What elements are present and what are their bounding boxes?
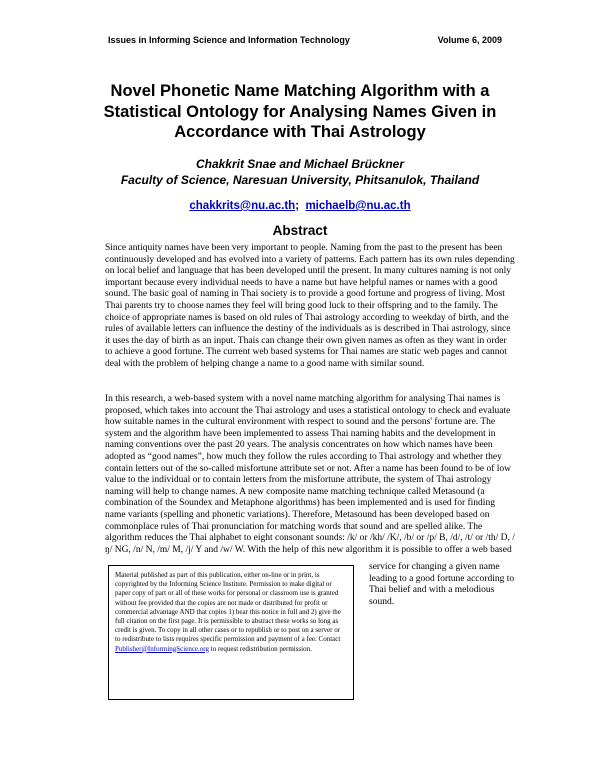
email-link-1[interactable]: chakkrits@nu.ac.th	[189, 200, 296, 212]
publisher-email-link[interactable]: Publisher@InformingScience.org	[115, 644, 209, 653]
author-names: Chakkrit Snae and Michael Brückner	[195, 157, 405, 171]
copyright-footnote	[108, 565, 354, 700]
journal-header	[108, 35, 502, 46]
author-block	[90, 156, 510, 188]
author-emails	[90, 199, 510, 213]
paragraph-2-main: In this research, a web-based system with a novel name matching algorithm for analysing Thai names is proposed, which takes into account the Thai astrology and uses a statistical ontology to check and evaluate how suitable names in the cultural environment with respect to sound and the persons' fortune are. The system and the algorithm have been implemented to assess Thai naming habits and the development in naming conventions over the past 20 years. The analysis concentrates on how which names have been adopted as “good names”, how much they follow the rules according to Thai astrology and whether they contain letters out of the so-called misfortune attribute set or not. After a name has been found to be of low value to the individual or to contain letters from the misfortune attribute, the system of Thai astrology naming will help to change names. A new composite name matching technique called Metasound (a combination of the Soundex and Metaphone algorithms) has been implemented and is used for finding name variants (spelling and phonetic variations). Therefore, Metasound has been developed based on commonplace rules of Thai pronunciation for matching words that sound and are spelled alike. The algorithm reduces the Thai alphabet to eight consonant sounds: /k/ or /kh/ /K/, /b/ or /p/ B, /d/, /t/ or /th/ D, /ŋ/ NG, /n/ N, /m/ M, /j/ Y and /w/ W. With the help of this new algorithm it is possible to offer a web based	[105, 394, 515, 555]
journal-volume: Volume 6, 2009	[437, 35, 502, 45]
paper-title: Novel Phonetic Name Matching Algorithm with a Statistical Ontology for Analysing Names Given in Accordance with Thai Astrology	[103, 82, 497, 141]
email-link-2[interactable]: michaelb@nu.ac.th	[305, 200, 411, 212]
paragraph-2-tail: service for changing a given name leading to a good fortune according to Thai belief and with a melodious sound.	[369, 562, 515, 607]
abstract-paragraph-2	[105, 394, 515, 556]
abstract-paragraph-2-continued	[369, 562, 519, 608]
journal-name: Issues in Informing Science and Information Technology	[108, 35, 350, 45]
author-affiliation: Faculty of Science, Naresuan University, Phitsanulok, Thailand	[120, 173, 480, 187]
abstract-heading: Abstract	[272, 223, 328, 238]
abstract-paragraph-1: Since antiquity names have been very important to people. Naming from the past to the present has been continuously developed and has evolved into a variety of patterns. Each pattern has its own rules depending on local belief and language that has been developed until the present. In many cultures naming is not only important because every individual needs to have a name but have helpful names or names with a good sound. The basic goal of naming in Thai society is to provide a good fortune and progress of living. Most Thai parents try to choose names they feel will bring good luck to their offspring and to the family. The choice of appropriate names is based on old rules of Thai astrology according to weekday of birth, and the rules of available letters can influence the destiny of the individuals as is described in Thai astrology, since it uses the day of birth as an input. Thais can change their own given names as often as they want in order to achieve a good fortune. The current web based systems for Thai names are static web pages and cannot deal with the problem of helping change a name to a good name with similar sound.	[105, 243, 515, 369]
footnote-text: Material published as part of this publication, either on-line or in print, is copyrighted by the Informing Science Institute. Permission to make digital or paper copy of part or all of these works for personal or classroom use is granted without fee provided that the copies are not made or distributed for profit or commercial advantage AND that copies 1) bear this notice in full and 2) give the full citation on the first page. It is permissible to abstract these works so long as credit is given. To copy in all other cases or to republish or to post on a server or to redistribute to lists requires specific permission and payment of a fee. Contact	[115, 571, 341, 644]
email-separator: ;	[295, 200, 300, 212]
footnote-text-end: to request redistribution permission.	[210, 644, 312, 653]
